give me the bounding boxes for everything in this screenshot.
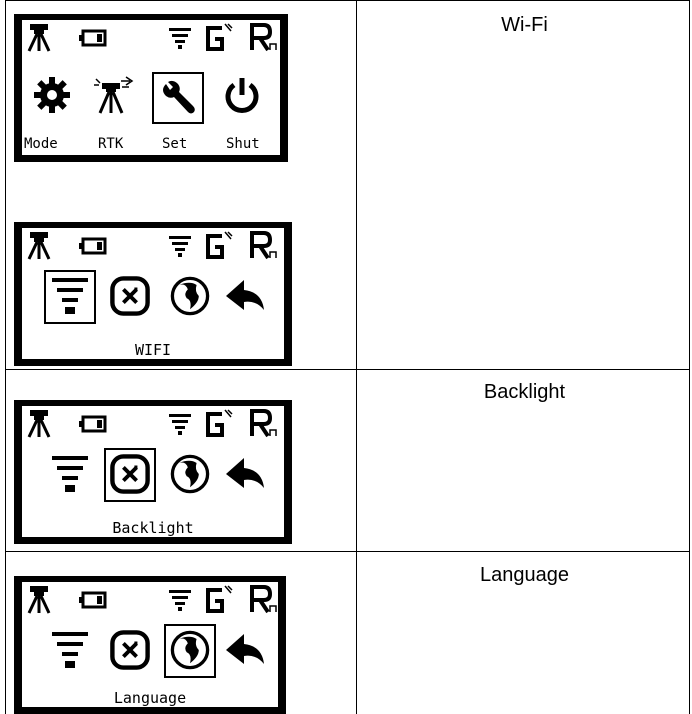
gnss-icon	[204, 408, 234, 438]
lcd-settings-backlight	[14, 400, 292, 544]
rtk-icon[interactable]	[92, 75, 136, 115]
wifi-icon[interactable]	[48, 452, 92, 496]
screen-caption: Language	[113, 689, 187, 707]
tripod-icon	[24, 22, 54, 52]
lcd-settings-language	[14, 576, 286, 714]
menu-label-mode: Mode	[24, 136, 58, 152]
tripod-icon	[24, 230, 54, 260]
table-border-mid	[356, 0, 357, 714]
lcd-screen	[22, 228, 284, 359]
radio-icon	[248, 230, 278, 260]
gnss-icon	[204, 584, 234, 614]
wifi-icon	[168, 234, 192, 258]
tripod-icon	[24, 408, 54, 438]
lcd-main-menu	[14, 14, 288, 162]
table-border-right	[689, 0, 690, 714]
screen-caption: WIFI	[134, 341, 172, 359]
back-arrow-icon[interactable]	[224, 274, 268, 318]
battery-icon	[78, 28, 108, 48]
back-arrow-icon[interactable]	[224, 452, 268, 496]
lcd-screen	[22, 582, 278, 707]
radio-icon	[248, 408, 278, 438]
tripod-icon	[24, 584, 54, 614]
power-icon[interactable]	[222, 75, 262, 115]
menu-label-rtk: RTK	[98, 136, 124, 152]
battery-icon	[78, 590, 108, 610]
menu-label-shut: Shut	[226, 136, 260, 152]
battery-icon	[78, 414, 108, 434]
back-arrow-icon[interactable]	[224, 628, 268, 672]
table-border-top	[5, 0, 690, 1]
screen-caption: Backlight	[112, 519, 194, 537]
row-title-backlight: Backlight	[483, 381, 566, 403]
gear-icon[interactable]	[32, 75, 72, 115]
backlight-icon[interactable]	[108, 274, 152, 318]
lcd-screen	[22, 20, 280, 155]
wifi-icon	[168, 412, 192, 436]
radio-icon	[248, 584, 278, 614]
status-bar	[22, 20, 280, 60]
wifi-icon[interactable]	[48, 628, 92, 672]
lcd-screen	[22, 406, 284, 537]
radio-icon	[248, 22, 278, 52]
row-title-wifi: Wi-Fi	[501, 14, 548, 36]
table-border-left	[5, 0, 6, 714]
battery-icon	[78, 236, 108, 256]
gnss-icon	[204, 22, 234, 52]
globe-icon[interactable]	[168, 274, 212, 318]
backlight-icon[interactable]	[108, 628, 152, 672]
wifi-icon	[168, 588, 192, 612]
row-divider-2	[5, 551, 690, 552]
backlight-icon[interactable]	[108, 452, 152, 496]
row-divider-1	[5, 369, 690, 370]
lcd-settings-wifi	[14, 222, 292, 366]
row-title-language: Language	[480, 564, 569, 586]
wifi-icon	[168, 26, 192, 50]
menu-label-set: Set	[162, 136, 188, 152]
globe-icon[interactable]	[168, 452, 212, 496]
wrench-icon[interactable]	[158, 78, 198, 118]
gnss-icon	[204, 230, 234, 260]
globe-icon[interactable]	[168, 628, 212, 672]
wifi-icon[interactable]	[48, 274, 92, 318]
